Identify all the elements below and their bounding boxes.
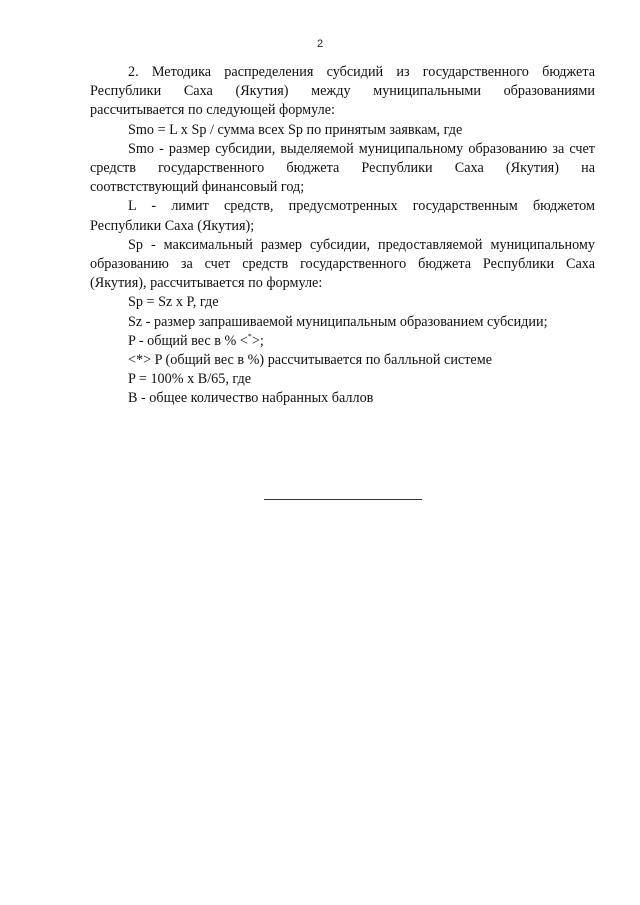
definition-b: B - общее количество набранных баллов <box>128 390 374 407</box>
paragraph-methodology: 2. Методика распределения субсидий из государственного бюджета Республики Саха (Якутия) между муниципальными образованиями рассчитывается по следующей формуле: <box>90 64 595 119</box>
formula-smo: Smo = L x Sp / сумма всех Sp по принятым заявкам, где <box>128 121 463 138</box>
formula-sp: Sp = Sz x P, где <box>128 294 219 311</box>
document-body <box>90 63 595 409</box>
page-number: 2 <box>316 38 324 50</box>
closing-separator-line <box>264 499 422 500</box>
definition-p <box>90 332 595 351</box>
definition-sp: Sp - максимальный размер субсидии, предоставляемой муниципальному образованию за счет средств государственного бюджета Республики Саха (Якутия), рассчитывается по формуле: <box>90 236 595 292</box>
definition-sz: Sz - размер запрашиваемой муниципальным образованием субсидии; <box>128 313 548 330</box>
definition-p-text: P - общий вес в % < <box>128 332 248 349</box>
definition-smo: Smo - размер субсидии, выделяемой муниципальному образованию за счет средств государственного бюджета Республики Саха (Якутия) на соотвстствующий финансовый год; <box>90 140 595 196</box>
footnote-mark: * <box>247 331 252 341</box>
definition-p-close: >; <box>251 332 264 349</box>
footnote-p: <*> P (общий вес в %) рассчитывается по балльной системе <box>128 352 492 369</box>
formula-p: P = 100% x B/65, где <box>128 371 252 388</box>
definition-l: L - лимит средств, предусмотренных государственным бюджетом Республики Саха (Якутия); <box>90 198 595 234</box>
